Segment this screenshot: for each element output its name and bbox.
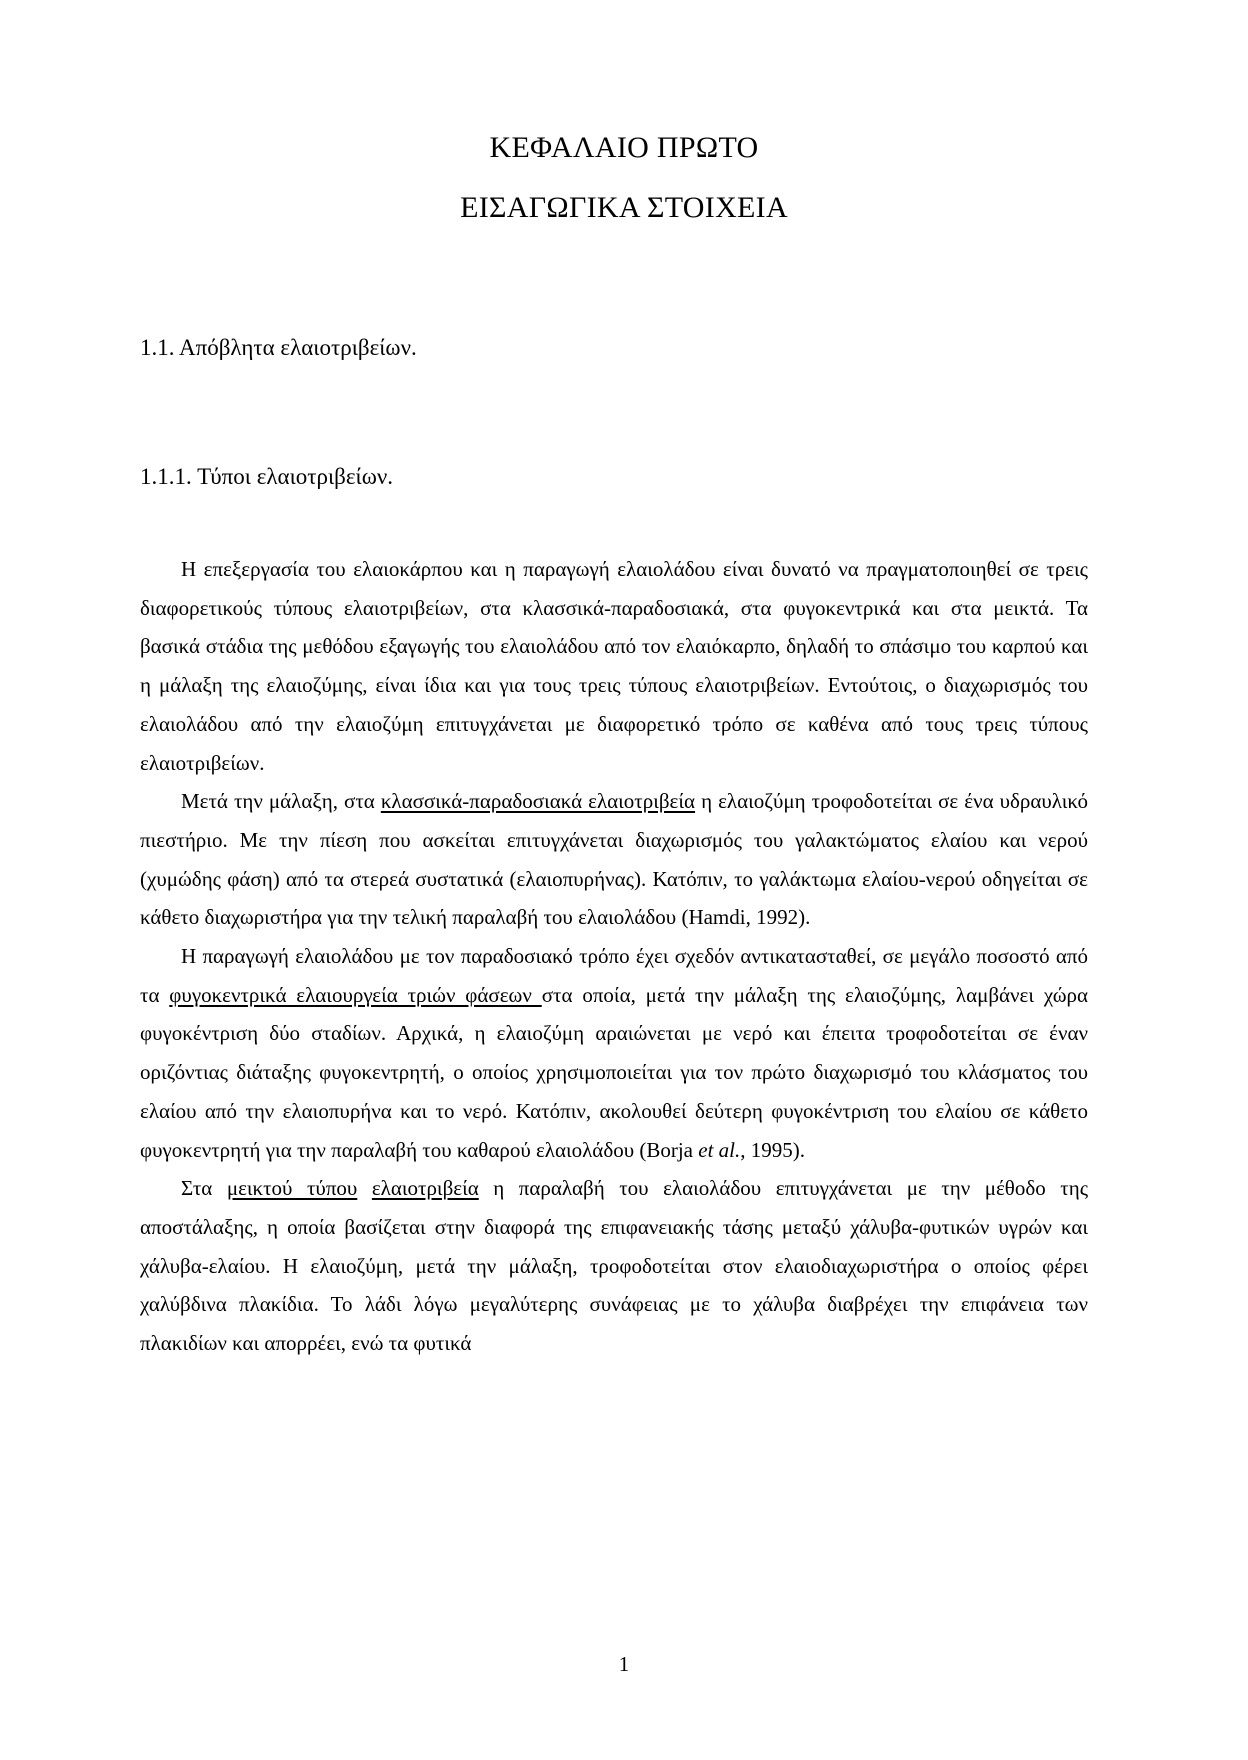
citation-et-al: et al. [698,1137,741,1162]
paragraph-4-space [357,1176,372,1200]
paragraph-2-text-after: η ελαιοζύμη τροφοδοτείται σε ένα υδραυλικό πιεστήριο. Με την πίεση που ασκείται επιτυγχάνεται διαχωρισμός του γαλακτώματος ελαίου και νερού (χυμώδης φάση) από τα στερεά συστατικά (ελαιοπυρήνας). Κατόπιν, το γαλάκτωμα ελαίου-νερού οδηγείται σε κάθετο διαχωριστήρα για την τελική παραλαβή του ελαιολάδου (Hamdi, 1992). [140,789,1089,930]
page-number: 1 [618,1652,630,1676]
paragraph-3-text-after-1: στα οποία, μετά την μάλαξη της ελαιοζύμης, λαμβάνει χώρα φυγοκέντριση δύο σταδίων. Αρχικά, η ελαιοζύμη αραιώνεται με νερό και έπειτα τροφοδοτείται σε έναν οριζόντιας διάταξης φυγοκεντρητή, ο οποίος χρησιμοποιείται για τον πρώτο διαχωρισμό του κλάσματος του ελαίου από την ελαιοπυρήνα και το νερό. Κατόπιν, ακολουθεί δεύτερη φυγοκέντριση του ελαίου σε κάθετο φυγοκεντρητή για την παραλαβή του καθαρού ελαιολάδου (Borja [140,982,1088,1162]
paragraph-4-text-after: η παραλαβή του ελαιολάδου επιτυγχάνεται με την μέθοδο της αποστάλαξης, η οποία βασίζεται στην διαφορά της επιφανειακής τάσης μεταξύ χάλυβα-φυτικών υγρών και χάλυβα-ελαίου. Η ελαιοζύμη, μετά την μάλαξη, τροφοδοτείται στον ελαιοδιαχωριστήρα ο οποίος φέρει χαλύβδινα πλακίδια. Το λάδι λόγω μεγαλύτερης συνάφειας με το χάλυβα διαβρέχει την επιφάνεια των πλακιδίων και απορρέει, ενώ τα φυτικά [140,1176,1089,1356]
body-text [140,550,1088,1363]
paragraph-4-text-before: Στα [181,1176,227,1201]
chapter-subtitle: ΕΙΣΑΓΩΓΙΚΑ ΣΤΟΙΧΕΙΑ [460,191,788,224]
paragraph-3 [140,937,1088,1169]
chapter-title: ΚΕΦΑΛΑΙΟ ΠΡΩΤΟ [489,131,759,164]
underlined-term-classic-mills: κλασσικά-παραδοσιακά ελαιοτριβεία [380,789,696,814]
paragraph-3-text-before: Η παραγωγή ελαιολάδου με τον παραδοσιακό τρόπο έχει σχεδόν αντικατασταθεί, σε μεγάλο ποσοστό από τα [140,944,1088,1007]
paragraph-3-text-after-2: , 1995). [740,1137,806,1162]
paragraph-2-text-before: Μετά την μάλαξη, στα [181,789,381,814]
paragraph-4 [140,1169,1088,1363]
section-heading-1-1: 1.1. Απόβλητα ελαιοτριβείων. [140,335,417,360]
underlined-term-mills: ελαιοτριβεία [371,1176,479,1201]
paragraph-1-text: Η επεξεργασία του ελαιοκάρπου και η παραγωγή ελαιολάδου είναι δυνατό να πραγματοποιηθεί σε τρεις διαφορετικούς τύπους ελαιοτριβείων, στα κλασσικά-παραδοσιακά, στα φυγοκεντρικά και στα μεικτά. Τα βασικά στάδια της μεθόδου εξαγωγής του ελαιολάδου από τον ελαιόκαρπο, δηλαδή το σπάσιμο του καρπού και η μάλαξη της ελαιοζύμης, είναι ίδια και για τους τρεις τύπους ελαιοτριβείων. Εντούτοις, ο διαχωρισμός του ελαιολάδου από την ελαιοζύμη επιτυγχάνεται με διαφορετικό τρόπο σε καθένα από τους τρεις τύπους ελαιοτριβείων. [140,557,1088,775]
underlined-term-mixed-type: μεικτού τύπου [226,1176,358,1201]
underlined-term-three-phase-mills: φυγοκεντρικά ελαιουργεία τριών φάσεων [169,982,542,1007]
section-heading-1-1-1: 1.1.1. Τύποι ελαιοτριβείων. [140,464,394,489]
paragraph-1 [140,550,1088,782]
paragraph-2 [140,782,1088,937]
